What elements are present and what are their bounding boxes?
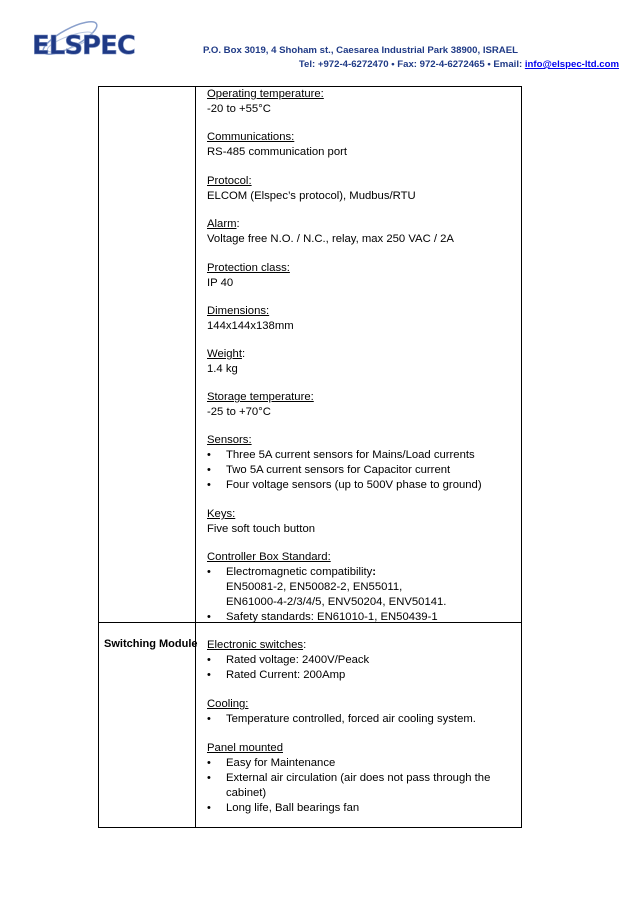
emc-label: Electromagnetic compatibility bbox=[226, 566, 373, 578]
keys-value: Five soft touch button bbox=[207, 523, 316, 535]
controller-list bbox=[207, 565, 446, 625]
comm-value: RS-485 communication port bbox=[207, 146, 348, 158]
protection-value: IP 40 bbox=[207, 277, 234, 289]
sensors-list bbox=[207, 448, 482, 493]
company-address bbox=[203, 44, 619, 72]
sensors-heading: Sensors: bbox=[207, 434, 252, 446]
storage-temperature bbox=[207, 390, 314, 420]
protocol bbox=[207, 174, 416, 204]
emc-colon: : bbox=[372, 566, 377, 578]
storage-value: -25 to +70°C bbox=[207, 406, 271, 418]
cooling bbox=[207, 697, 476, 727]
panel-heading: Panel mounted bbox=[207, 742, 283, 754]
list-item bbox=[207, 771, 490, 801]
electronic-switches bbox=[207, 638, 369, 683]
dimensions-heading: Dimensions: bbox=[207, 305, 270, 317]
list-item: • Three 5A current sensors for Mains/Load currents bbox=[207, 448, 482, 463]
dimensions bbox=[207, 304, 294, 334]
alarm bbox=[207, 217, 454, 247]
dimensions-value: 144x144x138mm bbox=[207, 320, 294, 332]
op-temp-heading: Operating temperature: bbox=[207, 88, 324, 100]
weight-value: 1.4 kg bbox=[207, 363, 238, 375]
list-item: • Two 5A current sensors for Capacitor current bbox=[207, 463, 482, 478]
panel-mounted bbox=[207, 741, 490, 816]
svg-text:ELSPEC: ELSPEC bbox=[32, 31, 135, 61]
controller-box-standard bbox=[207, 550, 446, 625]
keys bbox=[207, 507, 315, 537]
panel-list bbox=[207, 756, 490, 816]
sensors bbox=[207, 433, 482, 493]
column-divider bbox=[195, 87, 196, 827]
contact-line bbox=[203, 58, 619, 72]
keys-heading: Keys: bbox=[207, 508, 236, 520]
communications bbox=[207, 130, 347, 160]
alarm-value: Voltage free N.O. / N.C., relay, max 250 VAC / 2A bbox=[207, 233, 454, 245]
list-item: • Long life, Ball bearings fan bbox=[207, 801, 490, 816]
list-item: • Safety standards: EN61010-1, EN50439-1 bbox=[207, 610, 446, 625]
protocol-heading: Protocol: bbox=[207, 175, 252, 187]
switching-module-label: Switching Module bbox=[104, 638, 198, 650]
email-link[interactable]: info@elspec-ltd.com bbox=[524, 59, 619, 70]
address-line: P.O. Box 3019, 4 Shoham st., Caesarea Industrial Park 38900, ISRAEL bbox=[203, 45, 518, 56]
list-item: • Rated voltage: 2400V/Peack bbox=[207, 653, 369, 668]
emc-line1: EN50081-2, EN50082-2, EN55011, bbox=[226, 581, 403, 593]
electronic-list bbox=[207, 653, 369, 683]
op-temp-value: -20 to +55°C bbox=[207, 103, 271, 115]
airflow-line2: cabinet) bbox=[226, 787, 267, 799]
list-item: • Easy for Maintenance bbox=[207, 756, 490, 771]
protection-heading: Protection class: bbox=[207, 262, 290, 274]
protocol-value: ELCOM (Elspec’s protocol), Mudbus/RTU bbox=[207, 190, 416, 202]
protection-class bbox=[207, 261, 290, 291]
comm-heading: Communications: bbox=[207, 131, 295, 143]
operating-temperature bbox=[207, 87, 324, 117]
cooling-heading: Cooling: bbox=[207, 698, 249, 710]
weight-colon: : bbox=[241, 348, 246, 360]
controller-heading: Controller Box Standard: bbox=[207, 551, 331, 563]
list-item: • Rated Current: 200Amp bbox=[207, 668, 369, 683]
list-item bbox=[207, 565, 446, 610]
storage-heading: Storage temperature: bbox=[207, 391, 314, 403]
airflow-line1: External air circulation (air does not pass through the bbox=[226, 772, 491, 784]
alarm-colon: : bbox=[236, 218, 240, 230]
elspec-logo bbox=[30, 16, 142, 72]
alarm-heading: Alarm bbox=[207, 218, 237, 230]
list-item: • Temperature controlled, forced air cooling system. bbox=[207, 712, 476, 727]
list-item: • Four voltage sensors (up to 500V phase to ground) bbox=[207, 478, 482, 493]
contact-text: Tel: +972-4-6272470 • Fax: 972-4-6272465 • Email: bbox=[298, 59, 525, 70]
emc-line2: EN61000-4-2/3/4/5, ENV50204, ENV50141. bbox=[226, 596, 447, 608]
weight bbox=[207, 347, 245, 377]
electronic-colon: : bbox=[303, 639, 307, 651]
cooling-list bbox=[207, 712, 476, 727]
electronic-heading: Electronic switches bbox=[207, 639, 304, 651]
weight-heading: Weight bbox=[207, 348, 242, 360]
